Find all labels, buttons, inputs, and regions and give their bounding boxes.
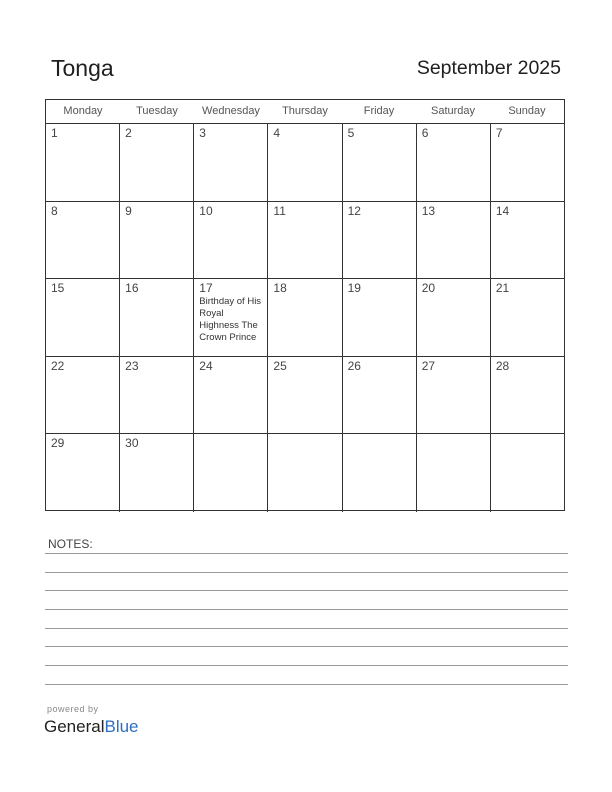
notes-line (45, 628, 568, 629)
day-cell (120, 124, 194, 201)
day-number: 6 (421, 126, 429, 140)
day-number: 26 (347, 358, 361, 373)
day-cell (491, 279, 564, 356)
day-cell (343, 279, 417, 356)
day-number: 2 (125, 126, 132, 140)
powered-by-text: powered by (47, 704, 99, 714)
day-cell (268, 434, 342, 512)
month-year-title: September 2025 (416, 57, 561, 79)
notes-line (45, 665, 568, 666)
day-cell (343, 202, 417, 279)
day-number: 11 (273, 203, 286, 218)
day-number: 27 (421, 358, 436, 373)
day-number: 15 (51, 281, 65, 296)
day-number: 5 (347, 126, 355, 140)
notes-line (45, 684, 568, 685)
week-row (46, 124, 564, 202)
day-number: 21 (495, 281, 510, 296)
day-number: 20 (421, 281, 436, 296)
calendar-grid (45, 99, 565, 511)
day-cell (343, 357, 417, 434)
brand-general-text: General (44, 717, 105, 736)
notes-label: NOTES: (48, 537, 93, 551)
day-number: 25 (273, 358, 287, 373)
day-number: 28 (495, 358, 510, 373)
day-cell (120, 434, 194, 512)
weekday-header: Monday (63, 105, 103, 117)
brand-logo[interactable] (44, 717, 139, 737)
notes-line (45, 590, 568, 591)
weekday-header: Sunday (508, 105, 546, 117)
day-cell (194, 124, 268, 201)
day-cell (491, 357, 564, 434)
day-cell (491, 202, 564, 279)
weekday-header: Friday (363, 105, 395, 117)
day-cell (343, 124, 417, 201)
day-number: 14 (495, 203, 510, 218)
day-number: 22 (51, 358, 65, 373)
day-cell (268, 357, 342, 434)
day-number: 12 (347, 203, 361, 218)
weekday-header-row (46, 100, 564, 124)
week-row (46, 202, 564, 280)
day-number: 24 (199, 358, 213, 373)
notes-line (45, 646, 568, 647)
day-cell (194, 357, 268, 434)
day-number: 18 (273, 281, 287, 296)
notes-line (45, 609, 568, 610)
week-row (46, 357, 564, 435)
week-row (46, 279, 564, 357)
notes-line (45, 572, 568, 573)
day-cell (417, 357, 491, 434)
day-number: 9 (125, 203, 132, 218)
day-cell (417, 124, 491, 201)
day-cell (46, 124, 120, 201)
day-cell (268, 124, 342, 201)
day-number: 8 (51, 203, 58, 218)
day-cell (46, 279, 120, 356)
day-number: 29 (51, 436, 65, 451)
day-cell (120, 279, 194, 356)
weekday-header: Tuesday (136, 105, 178, 117)
day-cell (417, 279, 491, 356)
day-number: 13 (421, 203, 436, 218)
day-cell (194, 202, 268, 279)
day-number: 16 (125, 281, 139, 296)
weekday-header: Thursday (282, 105, 328, 117)
day-number: 7 (495, 126, 503, 140)
week-row (46, 434, 564, 512)
day-number: 3 (199, 126, 206, 140)
day-number: 19 (347, 281, 361, 296)
day-number: 17 (199, 281, 213, 296)
day-cell (491, 434, 564, 512)
weekday-header: Wednesday (202, 105, 260, 117)
day-cell (268, 202, 342, 279)
weekday-header: Saturday (430, 105, 476, 117)
day-cell (194, 434, 268, 512)
holiday-event: Birthday of His Royal Highness The Crown Prince (199, 296, 262, 344)
day-number: 23 (125, 358, 139, 373)
day-cell (120, 357, 194, 434)
country-title: Tonga (51, 55, 114, 81)
brand-blue-text: Blue (104, 717, 139, 736)
day-cell (46, 202, 120, 279)
day-cell (46, 434, 120, 512)
day-number: 4 (273, 126, 281, 140)
day-cell (120, 202, 194, 279)
day-number: 1 (51, 126, 58, 140)
day-cell (194, 279, 268, 356)
day-cell (417, 202, 491, 279)
day-cell (343, 434, 417, 512)
day-cell (46, 357, 120, 434)
notes-line (45, 553, 568, 554)
day-number: 10 (199, 203, 213, 218)
day-number: 30 (125, 436, 139, 451)
day-cell (417, 434, 491, 512)
day-cell (491, 124, 564, 201)
day-cell (268, 279, 342, 356)
